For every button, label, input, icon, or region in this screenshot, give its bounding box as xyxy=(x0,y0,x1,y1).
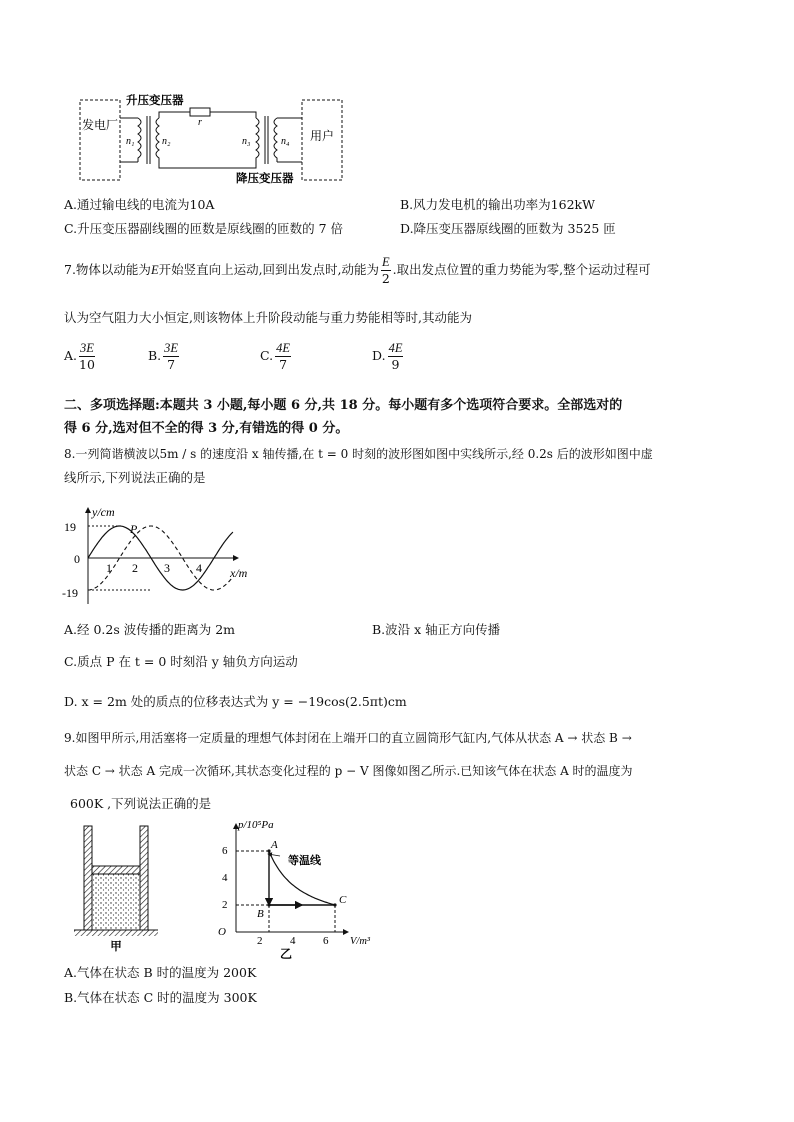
q6-option-d: D.降压变压器原线圈的匝数为 3525 匝 xyxy=(400,221,616,236)
q7-option-a-den: 10 xyxy=(79,357,95,372)
pv-plot-group xyxy=(236,839,347,932)
q7-energy-symbol: E xyxy=(150,263,159,277)
wave-x-tick-1: 1 xyxy=(106,561,112,575)
q7-option-a-num: 3E xyxy=(80,341,94,355)
pv-y-tick-2: 2 xyxy=(222,899,228,911)
q9-line3: 600K ,下列说法正确的是 xyxy=(70,796,212,811)
q9-option-a: A.气体在状态 B 时的温度为 200K xyxy=(64,965,257,980)
section2-heading-line2: 得 6 分,选对但不全的得 3 分,有错选的得 0 分。 xyxy=(64,421,349,436)
cylinder-caption: 甲 xyxy=(110,941,122,953)
q8-line1: 8.一列简谐横波以5m / s 的速度沿 x 轴传播,在 t = 0 时刻的波形图如图中实线所示,经 0.2s 后的波形如图中虚 xyxy=(64,447,653,461)
q8-option-b: B.波沿 x 轴正方向传播 xyxy=(372,622,501,637)
resistor-label: r xyxy=(198,117,202,128)
wave-x-tick-4: 4 xyxy=(196,561,202,575)
cylinder-diagram xyxy=(70,822,160,954)
q8-option-a: A.经 0.2s 波传播的距离为 2m xyxy=(64,622,236,637)
wave-chart xyxy=(60,500,300,610)
pv-y-tick-4: 4 xyxy=(222,872,228,884)
piston xyxy=(92,866,140,874)
q6-option-c: C.升压变压器副线圈的匝数是原线圈的匝数的 7 倍 xyxy=(64,221,343,236)
q6-option-b: B.风力发电机的输出功率为162kW xyxy=(400,197,595,212)
section2-heading-line1: 二、多项选择题:本题共 3 小题,每小题 6 分,共 18 分。每小题有多个选项符合要求。全部选对的 xyxy=(64,398,623,413)
pv-y-label: p/10⁵Pa xyxy=(238,819,274,831)
pv-point-label-c: C xyxy=(339,894,347,906)
wave-x-tick-3: 3 xyxy=(164,561,170,575)
ground-hatch xyxy=(74,930,158,936)
pv-caption: 乙 xyxy=(279,947,293,960)
pv-isotherm-label: 等温线 xyxy=(288,855,321,867)
pv-chart xyxy=(212,814,378,960)
pv-x-tick-2: 2 xyxy=(257,935,263,947)
q9-option-b: B.气体在状态 C 时的温度为 300K xyxy=(64,990,257,1005)
n4-label: n₄ xyxy=(281,136,290,147)
q7-line1-post: .取出发点位置的重力势能为零,整个运动过程可 xyxy=(392,262,651,277)
q9-line1: 9.如图甲所示,用活塞将一定质量的理想气体封闭在上端开口的直立圆筒形气缸内,气体从状态 A → 状态 B → xyxy=(64,731,632,745)
n3-label: n₃ xyxy=(242,136,251,147)
q7-fraction xyxy=(381,255,391,286)
wave-y-tick-0: 0 xyxy=(74,552,80,566)
q7-option-d xyxy=(372,341,405,372)
q7-line2: 认为空气阻力大小恒定,则该物体上升阶段动能与重力势能相等时,其动能为 xyxy=(64,310,472,325)
q7-line1-pre: 7.物体以动能为 xyxy=(64,262,151,277)
q9-line2: 状态 C → 状态 A 完成一次循环,其状态变化过程的 p − V 图像如图乙所示.已知该气体在状态 A 时的温度为 xyxy=(64,764,633,778)
q7-option-c-num: 4E xyxy=(276,341,290,355)
pv-x-tick-6: 6 xyxy=(323,935,329,947)
q7-option-d-num: 4E xyxy=(388,341,403,355)
q7-option-c xyxy=(260,341,293,372)
q7-option-d-label: D. xyxy=(372,348,386,363)
cylinder-right-wall xyxy=(140,826,148,930)
q7-option-b-den: 7 xyxy=(167,357,176,372)
wave-y-tick-19: 19 xyxy=(64,520,76,534)
q7-option-c-den: 7 xyxy=(279,357,288,372)
cylinder-left-wall xyxy=(84,826,92,930)
q7-line1-mid: 开始竖直向上运动,回到出发点时,动能为 xyxy=(158,262,380,277)
pv-y-tick-6: 6 xyxy=(222,845,228,857)
q7-option-b-label: B. xyxy=(148,348,162,363)
q8-line2: 线所示,下列说法正确的是 xyxy=(64,470,206,485)
pv-isotherm-arrow xyxy=(268,854,280,856)
q7-option-a-label: A. xyxy=(64,348,78,363)
wave-x-label: x/m xyxy=(230,566,248,580)
wave-point-label: P xyxy=(130,522,138,536)
q7-option-b xyxy=(148,341,181,372)
step-down-label: 降压变压器 xyxy=(236,173,294,185)
pv-point-label-a: A xyxy=(271,839,278,851)
pv-origin: O xyxy=(218,926,226,938)
q7-line1 xyxy=(64,255,651,286)
gas-region xyxy=(92,874,140,930)
pv-x-label: V/m³ xyxy=(350,936,371,947)
n1-label: n₁ xyxy=(126,136,135,147)
wave-y-label: y/cm xyxy=(92,505,115,519)
user-label: 用户 xyxy=(309,129,335,143)
q6-option-a: A.通过输电线的电流为10A xyxy=(64,197,215,212)
q8-option-d: D. x = 2m 处的质点的位移表达式为 y = −19cos(2.5πt)cm xyxy=(64,694,407,709)
q7-option-a xyxy=(64,341,97,372)
n2-label: n₂ xyxy=(162,136,171,147)
wave-x-tick-2: 2 xyxy=(132,561,138,575)
pv-point-b xyxy=(267,903,270,906)
q7-fraction-num: E xyxy=(382,255,390,269)
wave-y-tick-neg19: -19 xyxy=(62,586,78,600)
transmission-circuit-diagram xyxy=(76,92,366,186)
step-up-label: 升压变压器 xyxy=(126,95,184,107)
generator-label: 发电厂 xyxy=(81,118,119,132)
pv-x-tick-4: 4 xyxy=(290,935,296,947)
q7-option-d-den: 9 xyxy=(391,357,400,372)
q7-option-c-label: C. xyxy=(260,348,274,363)
pv-point-c xyxy=(333,903,336,906)
q8-option-c: C.质点 P 在 t = 0 时刻沿 y 轴负方向运动 xyxy=(64,654,298,669)
q7-option-b-num: 3E xyxy=(164,341,179,355)
q7-fraction-den: 2 xyxy=(381,271,390,286)
pv-point-label-b: B xyxy=(257,908,264,920)
